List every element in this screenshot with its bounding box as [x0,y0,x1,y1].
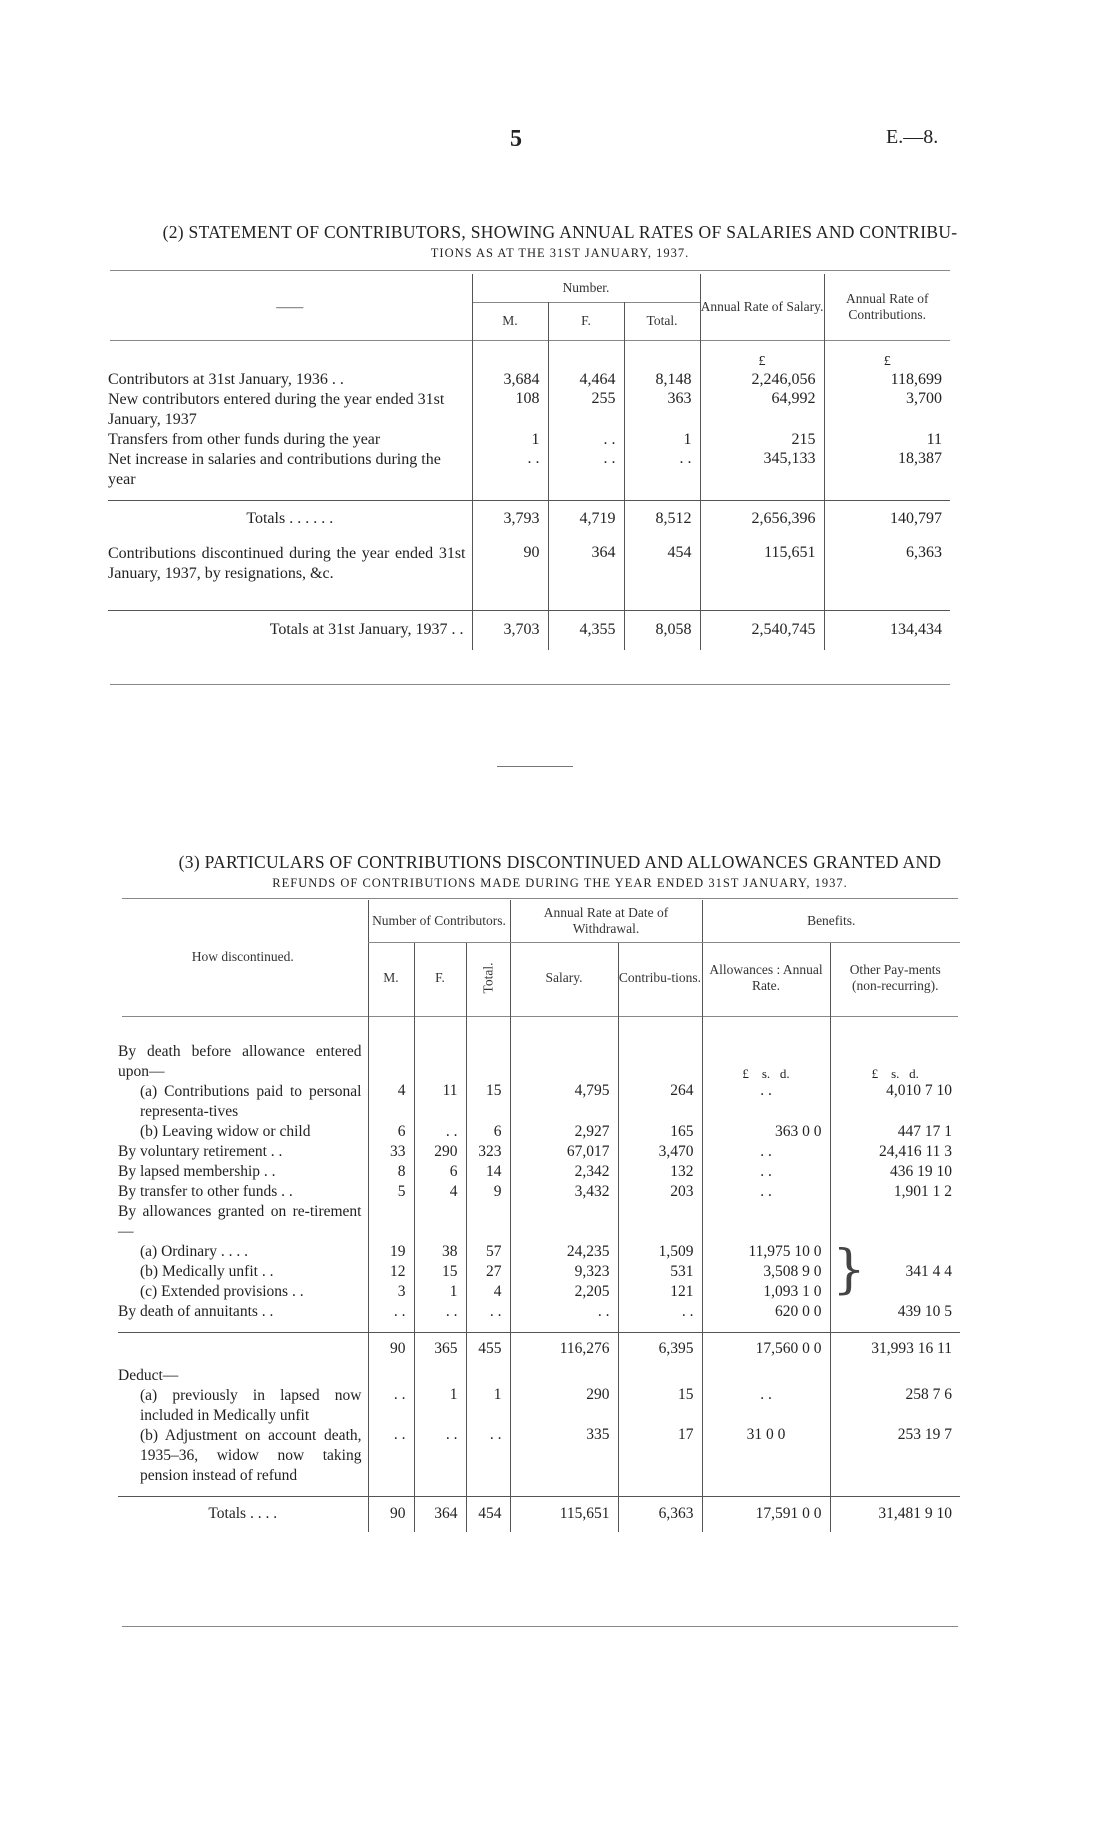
cell-contrib: 134,434 [824,610,950,650]
num-group-header: Number of Contributors. [368,900,510,942]
cell-salary: 2,656,396 [700,500,824,538]
statement-row [108,430,950,450]
cell-m: 90 [368,1496,414,1532]
cell-other-retirement [830,1242,960,1302]
cell-salary: 2,927 [510,1122,618,1142]
table-row [118,1426,960,1486]
row-label: (b) Medically unfit . . [140,1263,274,1280]
cell-other: 4,010 7 10 [830,1082,960,1122]
cell-other: 253 19 7 [830,1426,960,1486]
cell-total: . . [466,1302,510,1322]
group-retire-label: By allowances granted on re-tirement— [118,1203,362,1240]
shilling-sign: s. [891,1066,900,1081]
deduct-label: Deduct— [118,1367,179,1384]
table-row [118,1242,960,1262]
cell-allow: 620 0 0 [702,1302,830,1322]
contrib-header: Contribu-tions. [618,942,702,1014]
cell-m: . . [368,1302,414,1322]
cell-contrib: 6,363 [824,538,950,610]
cell-m: 19 [368,1242,414,1262]
cell-f: . . [548,450,624,490]
cell-f: 365 [414,1332,466,1366]
cell-salary: 4,795 [510,1082,618,1122]
row-label: Net increase in salaries and contributions during the year [108,451,441,488]
statement-table [108,274,950,650]
cell-total: 15 [466,1082,510,1122]
cell-allow: 11,975 10 0 [702,1242,830,1262]
cell-allow: . . [702,1162,830,1182]
cell-contrib: 121 [618,1282,702,1302]
row-label: (a) Contributions paid to personal representa-tives [140,1083,362,1120]
cell-f: 1 [414,1386,466,1426]
cell-salary: 67,017 [510,1142,618,1162]
row-label: Contributors at 31st January, 1936 . . [108,371,344,388]
contrib-header: Annual Rate of Contributions. [824,274,950,340]
cell-total: 454 [624,538,700,610]
totals-row [118,1496,960,1532]
statement-row [108,450,950,490]
row-label: New contributors entered during the year ended 31st January, 1937 [108,391,445,428]
cell-allow: 31 0 0 [702,1426,830,1486]
table-row [118,1386,960,1426]
cell-total: . . [624,450,700,490]
cell-m: . . [472,450,548,490]
row-label: By voluntary retirement . . [118,1143,283,1160]
cell-f: 364 [548,538,624,610]
lsd-header-allow [702,1042,830,1082]
cell-salary: 290 [510,1386,618,1426]
cell-total: 4 [466,1282,510,1302]
cell-m: 90 [472,538,548,610]
statement-final-row [108,610,950,650]
pence-sign: d. [779,1066,790,1081]
pence-sign: d. [909,1066,919,1081]
statement-discontinued-row [108,538,950,610]
allow-header: Allowances : Annual Rate. [702,942,830,1014]
cell-allow: 3,508 9 0 [702,1262,830,1282]
table-row [118,1142,960,1162]
table-row [118,1082,960,1122]
cell-salary: 24,235 [510,1242,618,1262]
row-label: Transfers from other funds during the year [108,431,381,448]
table-row [118,1302,960,1322]
row-label: By death of annuitants . . [118,1303,274,1320]
cell-salary: 115,651 [700,538,824,610]
cell-contrib: 165 [618,1122,702,1142]
cell-f: 290 [414,1142,466,1162]
f-header: F. [548,302,624,340]
totals-label: Totals . . . . [208,1505,278,1523]
cell-m: 5 [368,1182,414,1202]
cell-total: 27 [466,1262,510,1282]
cell-m: . . [368,1386,414,1426]
cell-salary: 115,651 [510,1496,618,1532]
rate-group-header: Annual Rate at Date of Withdrawal. [510,900,702,942]
cell-allow: . . [702,1386,830,1426]
cell-m: 3 [368,1282,414,1302]
total-header: Total. [624,302,700,340]
statement-row [108,370,950,390]
cell-other: 31,481 9 10 [830,1496,960,1532]
table-row [118,1182,960,1202]
cell-contrib: 18,387 [824,450,950,490]
subtotal-row [118,1332,960,1366]
page-number: 5 [510,126,522,152]
cell-f: . . [548,430,624,450]
cell-allow: 17,591 0 0 [702,1496,830,1532]
shilling-sign: s. [761,1066,771,1081]
cell-contrib: 531 [618,1262,702,1282]
cell-allow: 1,093 1 0 [702,1282,830,1302]
f-header: F. [414,942,466,1014]
cell-total: 8,058 [624,610,700,650]
particulars-title-line1: (3) PARTICULARS OF CONTRIBUTIONS DISCONTINUED AND ALLOWANCES GRANTED AND [178,852,942,872]
cell-total: 8,148 [624,370,700,390]
cell-contrib: 1,509 [618,1242,702,1262]
other-header: Other Pay-ments (non-recurring). [830,942,960,1014]
cell-f: . . [414,1302,466,1322]
total-header [466,942,510,1014]
cell-contrib: 17 [618,1426,702,1486]
salary-header: Salary. [510,942,618,1014]
particulars-table [118,900,960,1532]
row-label: (c) Extended provisions . . [140,1283,304,1300]
final-label: Totals at 31st January, 1937 . . [269,621,464,639]
cell-other: 1,901 1 2 [830,1182,960,1202]
cell-f: 255 [548,390,624,430]
cell-total: 8,512 [624,500,700,538]
currency-contrib: £ [824,340,950,370]
statement-totals-row [108,500,950,538]
cell-f: 15 [414,1262,466,1282]
cell-contrib: 11 [824,430,950,450]
cell-other: 436 19 10 [830,1162,960,1182]
cell-m: 1 [472,430,548,450]
table-row [118,1162,960,1182]
cell-contrib: 264 [618,1082,702,1122]
how-header: How discontinued. [191,949,294,964]
cell-allow: 363 0 0 [702,1122,830,1142]
m-header: M. [472,302,548,340]
cell-contrib: 6,363 [618,1496,702,1532]
cell-salary: 345,133 [700,450,824,490]
particulars-title [80,852,1040,894]
cell-salary: 9,323 [510,1262,618,1282]
cell-m: . . [368,1426,414,1486]
cell-other: 341 4 4 [905,1263,952,1280]
cell-allow: . . [702,1082,830,1122]
cell-contrib: 118,699 [824,370,950,390]
cell-salary: 3,432 [510,1182,618,1202]
statement-row [108,390,950,430]
cell-contrib: 132 [618,1162,702,1182]
m-header: M. [368,942,414,1014]
cell-salary: 64,992 [700,390,824,430]
cell-total: 363 [624,390,700,430]
cell-allow: . . [702,1142,830,1162]
cell-allow: 17,560 0 0 [702,1332,830,1366]
cell-total: 57 [466,1242,510,1262]
totals-label: Totals . . . . . . [246,510,334,528]
cell-other: 258 7 6 [830,1386,960,1426]
cell-f: 364 [414,1496,466,1532]
statement-title-line1: (2) STATEMENT OF CONTRIBUTORS, SHOWING ANNUAL RATES OF SALARIES AND CONTRIBU- [162,222,958,242]
statement-title [80,222,1040,264]
cell-m: 8 [368,1162,414,1182]
cell-salary: 215 [700,430,824,450]
row-label: By lapsed membership . . [118,1163,276,1180]
cell-total: 1 [466,1386,510,1426]
cell-other: 24,416 11 3 [830,1142,960,1162]
cell-m: 3,703 [472,610,548,650]
row-label: (b) Adjustment on account death, 1935–36, widow now taking pension instead of refund [140,1427,362,1484]
cell-total: 1 [624,430,700,450]
cell-m: 3,684 [472,370,548,390]
cell-salary: 2,342 [510,1162,618,1182]
row-label: (a) previously in lapsed now included in Medically unfit [140,1387,362,1424]
cell-contrib: 3,470 [618,1142,702,1162]
cell-m: 4 [368,1082,414,1122]
cell-m: 3,793 [472,500,548,538]
cell-contrib: 203 [618,1182,702,1202]
cell-m: 90 [368,1332,414,1366]
cell-total: 323 [466,1142,510,1162]
cell-salary: 2,246,056 [700,370,824,390]
group-death-label: By death before allowance entered upon— [118,1043,362,1080]
lsd-header-other [830,1042,960,1082]
cell-total: 455 [466,1332,510,1366]
cell-f: 4 [414,1182,466,1202]
cell-salary: 2,540,745 [700,610,824,650]
row-label: (a) Ordinary . . . . [140,1243,249,1260]
benefits-header: Benefits. [702,900,960,942]
cell-f: 38 [414,1242,466,1262]
right-brace-icon: } [832,1240,866,1300]
particulars-title-line2: REFUNDS OF CONTRIBUTIONS MADE DURING THE YEAR ENDED 31ST JANUARY, 1937. [272,876,848,890]
cell-f: . . [414,1426,466,1486]
statement-title-line2: TIONS AS AT THE 31ST JANUARY, 1937. [430,246,690,260]
row-label: By transfer to other funds . . [118,1183,293,1200]
cell-total: 14 [466,1162,510,1182]
cell-f: . . [414,1122,466,1142]
cell-total: 6 [466,1122,510,1142]
cell-f: 4,719 [548,500,624,538]
cell-contrib: 3,700 [824,390,950,430]
cell-contrib: 140,797 [824,500,950,538]
salary-header: Annual Rate of Salary. [700,274,824,340]
cell-f: 11 [414,1082,466,1122]
pound-sign: £ [871,1066,879,1081]
cell-salary: 2,205 [510,1282,618,1302]
table-row [118,1122,960,1142]
pound-sign: £ [742,1066,749,1081]
row-label: (b) Leaving widow or child [140,1123,311,1140]
cell-contrib: 6,395 [618,1332,702,1366]
section-divider [497,766,573,767]
stub-header: —— [276,299,304,314]
document-code: E.—8. [886,126,939,148]
cell-total: . . [466,1426,510,1486]
cell-f: 6 [414,1162,466,1182]
cell-other: 31,993 16 11 [830,1332,960,1366]
number-group-header: Number. [472,274,700,302]
cell-total: 454 [466,1496,510,1532]
cell-other: 447 17 1 [830,1122,960,1142]
cell-salary: 335 [510,1426,618,1486]
cell-total: 9 [466,1182,510,1202]
total-header-text: Total. [480,962,495,994]
cell-m: 6 [368,1122,414,1142]
cell-contrib: . . [618,1302,702,1322]
cell-allow: . . [702,1182,830,1202]
currency-salary: £ [700,340,824,370]
row-label: Contributions discontinued during the year ended 31st January, 1937, by resignations, &c. [108,545,466,582]
cell-f: 1 [414,1282,466,1302]
cell-salary: . . [510,1302,618,1322]
cell-salary: 116,276 [510,1332,618,1366]
cell-f: 4,464 [548,370,624,390]
cell-other: 439 10 5 [830,1302,960,1322]
cell-m: 108 [472,390,548,430]
cell-f: 4,355 [548,610,624,650]
cell-m: 12 [368,1262,414,1282]
cell-m: 33 [368,1142,414,1162]
cell-contrib: 15 [618,1386,702,1426]
